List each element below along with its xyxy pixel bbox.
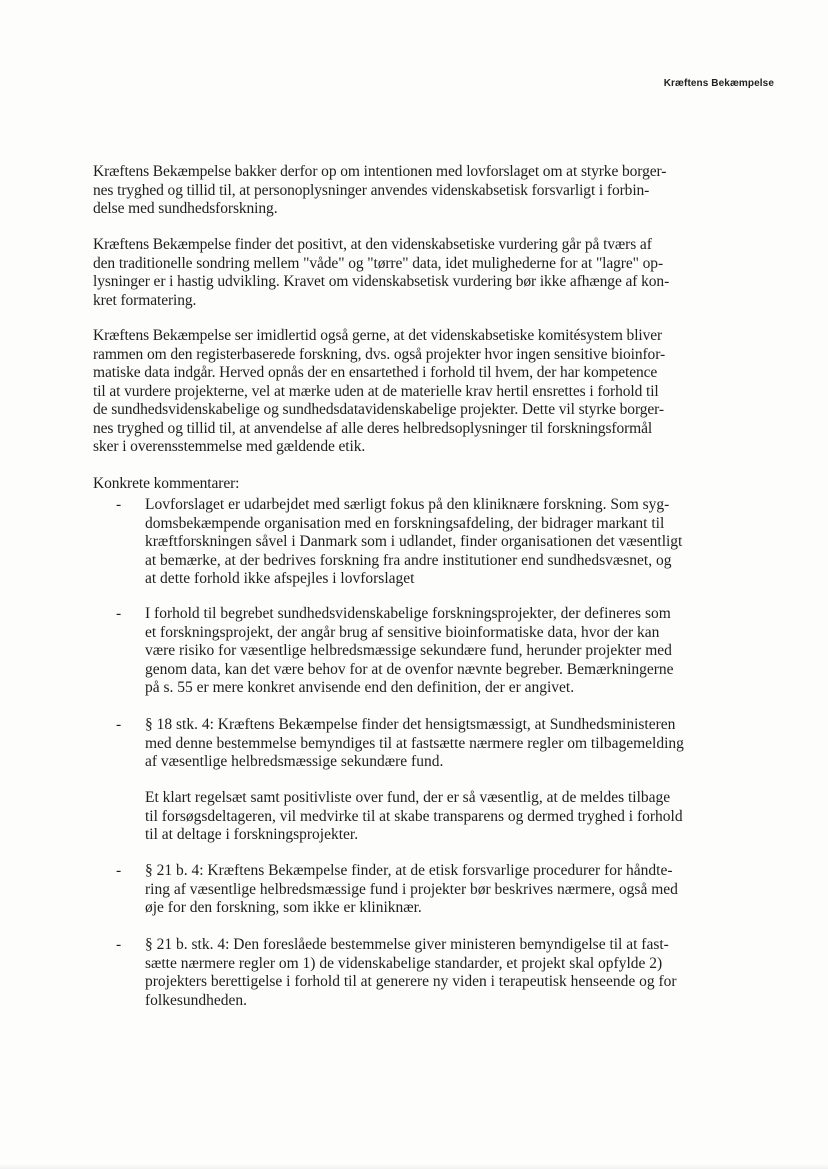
text-line: sætte nærmere regler om 1) de videnskabelige standarder, et projekt skal opfylde 2) [145,954,663,972]
text-line: på s. 55 er mere konkret anvisende end den definition, der er angivet. [145,679,575,696]
paragraph-committee-system [93,327,705,457]
text-line: være risiko for væsentlige helbredsmæssige sekundære fund, herunder projekter med [145,642,672,659]
text-line: Kræftens Bekæmpelse ser imidlertid også gerne, at det videnskabsetiske komitésystem bliver [93,327,663,344]
scan-edge [0,1163,828,1169]
text-line: til at deltage i forskningsprojekter. [145,826,359,843]
bullet-dash: - [116,496,122,513]
comments-heading: Konkrete kommentarer: [93,475,240,492]
list-item-text [145,716,715,772]
text-line: § 21 b. 4: Kræftens Bekæmpelse finder, at de etisk forsvarlige procedurer for håndte- [145,862,673,879]
text-line: matiske data indgår. Herved opnås der en ensartethed i forhold til hvem, der har kompetence [93,364,658,381]
bullet-dash: - [116,605,122,622]
text-line: kret formatering. [93,291,197,309]
text-line: til at vurdere projekterne, vel at mærke uden at de materielle krav hertil ensrettes i forhold til [93,382,659,400]
text-line: nes tryghed og tillid til, at anvendelse af alle deres helbredsoplysninger til forskningsformål [93,419,653,437]
text-line: Kræftens Bekæmpelse finder det positivt, at den videnskabsetiske vurdering går på tværs af [93,236,652,253]
text-line: de sundhedsvidenskabelige og sundhedsdatavidenskabelige projekter. Dette vil styrke borger- [93,401,664,418]
text-line: kræftforskningen såvel i Danmark som i udlandet, finder organisationen det væsentligt [145,533,683,550]
text-line: nes tryghed og tillid til, at personoplysninger anvendes videnskabsetisk forsvarligt i forbin- [93,181,650,199]
text-line: delse med sundhedsforskning. [93,200,278,217]
text-line: folkesundheden. [145,991,248,1009]
text-line: Lovforslaget er udarbejdet med særligt fokus på den kliniknære forskning. Som syg- [145,496,670,513]
text-line: med denne bestemmelse bemyndiges til at fastsætte nærmere regler om tilbagemelding [145,734,684,752]
list-item-text [145,862,715,918]
list-item-text [145,496,715,589]
text-line: I forhold til begrebet sundhedsvidenskabelige forskningsprojekter, der defineres som [145,605,671,622]
list-item-text [145,936,715,1010]
text-line: § 21 b. stk. 4: Den foreslåede bestemmelse giver ministeren bemyndigelse til at fast- [145,936,669,953]
text-line: at dette forhold ikke afspejles i lovforslaget [145,570,415,587]
text-line: lysninger er i hastig udvikling. Kravet om videnskabsetisk vurdering bør ikke afhænge af kon- [93,273,670,290]
text-line: § 18 stk. 4: Kræftens Bekæmpelse finder det hensigtsmæssigt, at Sundhedsministeren [145,716,676,733]
text-line: et forskningsprojekt, der angår brug af sensitive bioinformatiske data, hvor der kan [145,623,660,641]
bullet-dash: - [116,716,122,733]
list-item-text [145,605,715,698]
text-line: øje for den forskning, som ikke er kliniknær. [145,899,422,916]
text-line: rammen om den registerbaserede forskning, dvs. også projekter hvor ingen sensitive bioinfor- [93,345,666,363]
text-line: til forsøgsdeltageren, vil medvirke til at skabe transparens og dermed tryghed i forhold [145,807,683,825]
text-line: projekters berettigelse i forhold til at generere ny viden i terapeutisk henseende og for [145,973,677,990]
text-line: Et klart regelsæt samt positivliste over fund, der er så væsentlig, at de meldes tilbage [145,789,671,806]
text-line: af væsentlige helbredsmæssige sekundære fund. [145,753,444,770]
text-line: Kræftens Bekæmpelse bakker derfor op om intentionen med lovforslaget om at styrke borger- [93,163,667,180]
paragraph-intro [93,163,705,219]
text-line: sker i overensstemmelse med gældende etik. [93,438,366,455]
text-line: den traditionelle sondring mellem "våde" og "tørre" data, idet mulighederne for at "lagre" op- [93,254,664,272]
bullet-dash: - [116,862,122,879]
organization-header: Kræftens Bekæmpelse [663,78,774,89]
text-line: at bemærke, at der bedrives forskning fra andre institutioner end sundhedsvæsnet, og [145,551,672,569]
text-line: genom data, kan det være behov for at de ovenfor nævnte begreber. Bemærkningerne [145,660,674,678]
text-line: ring af væsentlige helbredsmæssige fund i projekter bør beskrives nærmere, også med [145,880,678,898]
text-line: domsbekæmpende organisation med en forskningsafdeling, der bidrager markant til [145,514,665,532]
bullet-dash: - [116,936,122,953]
paragraph-ethics-assessment [93,236,705,310]
list-item-text [145,789,715,845]
